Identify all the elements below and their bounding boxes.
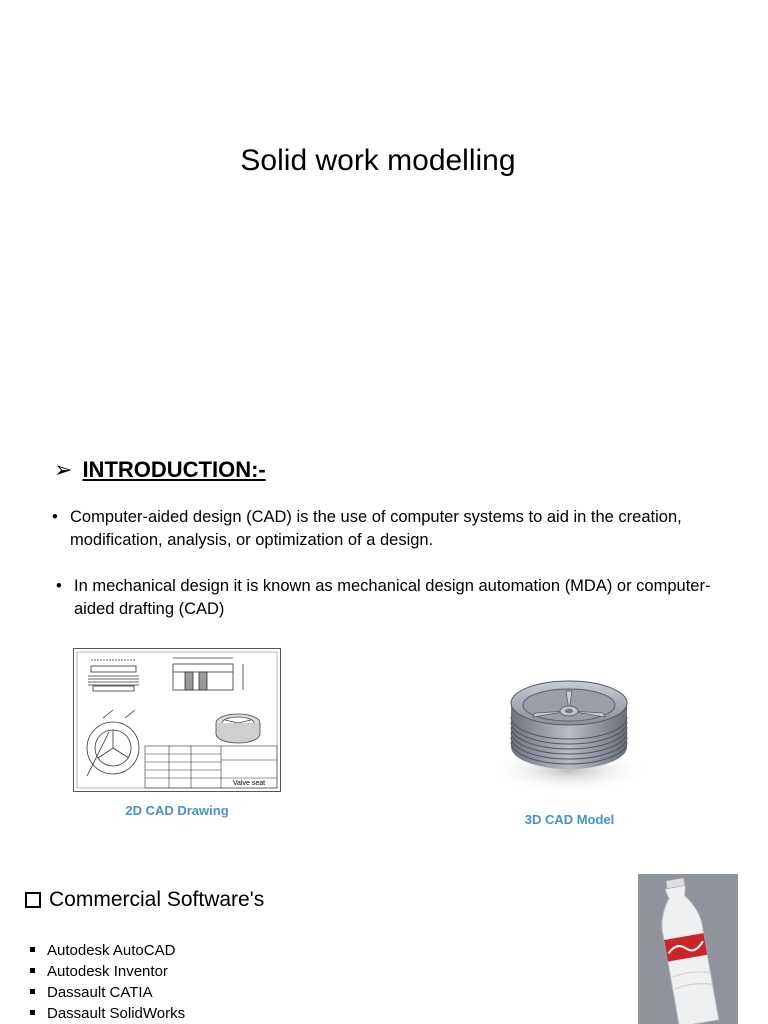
intro-bullet-2-text: In mechanical design it is known as mechanical design automation (MDA) or computer-aided drafting (CAD) [74,577,711,618]
caption-2d: 2D CAD Drawing [125,803,229,818]
software-heading: Commercial Software's [49,888,265,911]
3d-cad-model-figure [483,655,656,800]
intro-heading: INTRODUCTION:- [82,457,266,482]
bullet-dot-icon: • [56,577,62,595]
2d-cad-drawing-figure [73,648,281,792]
caption-3d: 3D CAD Model [524,812,615,827]
intro-bullet-2 [56,575,724,621]
drawing-part-label: Valve seat [232,780,266,787]
checkbox-bullet-icon [25,892,41,908]
intro-heading-row [54,457,266,483]
software-item: Autodesk Inventor [28,961,185,982]
software-list [28,940,185,1024]
software-item: Autodesk AutoCAD [28,940,185,961]
software-heading-row [25,888,264,912]
intro-bullet-1-text: Computer-aided design (CAD) is the use of computer systems to aid in the creation, modification, analysis, or optimization of a design. [70,508,682,549]
bullet-dot-icon: • [52,508,58,526]
intro-bullet-1 [52,506,740,552]
slide-title: Solid work modelling [240,144,516,177]
arrow-bullet-icon: ➢ [54,457,73,482]
bottle-model-image [638,874,738,1024]
software-item: Dassault CATIA [28,982,185,1003]
software-item: Dassault SolidWorks [28,1003,185,1024]
